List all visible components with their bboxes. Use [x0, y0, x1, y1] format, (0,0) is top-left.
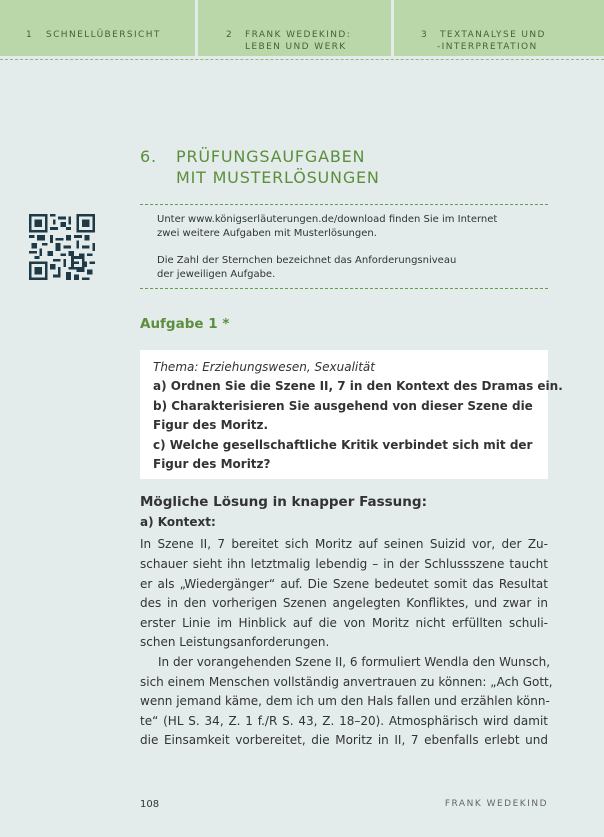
solution-subheading: a) Kontext:	[140, 515, 216, 529]
body-line: die Einsamkeit vorbereitet, die Moritz in II, 7 ebenfalls erlebt und	[140, 733, 548, 747]
tab-textanalyse[interactable]	[394, 0, 604, 56]
body-line: er als „Wiedergänger“ auf. Die Szene bedeutet somit das Resultat	[140, 577, 548, 591]
tab-label-line2: LEBEN UND WERK	[245, 42, 347, 52]
tab-number: 3	[421, 30, 429, 40]
page-number: 108	[140, 799, 160, 810]
task-line: Figur des Moritz.	[153, 418, 269, 432]
body-line: In Szene II, 7 bereitet sich Moritz auf seinen Suizid vor, der Zu-	[140, 537, 548, 551]
body-line: te“ (HL S. 34, Z. 1 f./R S. 43, Z. 18–20). Atmosphärisch wird damit	[140, 714, 548, 728]
task-box	[140, 350, 563, 479]
task-theme: Thema: Erziehungswesen, Sexualität	[153, 360, 375, 374]
tab-label: SCHNELLÜBERSICHT	[46, 30, 161, 40]
task-line: b) Charakterisieren Sie ausgehend von dieser Szene die	[153, 399, 533, 413]
body-line: des in den vorherigen Szenen angelegten Konfliktes, und zwar in	[140, 596, 548, 610]
body-line: In der vorangehenden Szene II, 6 formuliert Wendla den Wunsch,	[158, 655, 551, 669]
body-line: wenn jemand käme, dem ich um den Hals fallen und erzählen könn-	[140, 694, 550, 708]
tab-schnelluebersicht[interactable]	[0, 0, 195, 56]
info-line-3: Die Zahl der Sternchen bezeichnet das Anforderungsniveau	[157, 255, 457, 266]
divider-bottom	[140, 288, 548, 289]
task-heading: Aufgabe 1 *	[140, 316, 230, 332]
qr-code-icon[interactable]	[29, 214, 95, 280]
solution-heading: Mögliche Lösung in knapper Fassung:	[140, 494, 427, 510]
header-divider	[0, 59, 604, 60]
body-line: sich einem Menschen vollständig anvertrauen zu können: „Ach Gott,	[140, 675, 553, 689]
chapter-number: 6.	[140, 147, 157, 166]
info-line-4: der jeweiligen Aufgabe.	[157, 269, 276, 280]
task-line: c) Welche gesellschaftliche Kritik verbindet sich mit der	[153, 438, 533, 452]
divider-top	[140, 204, 548, 205]
tab-number: 1	[26, 30, 34, 40]
tab-number: 2	[226, 30, 234, 40]
chapter-title-line2: MIT MUSTERLÖSUNGEN	[176, 168, 380, 187]
tab-label-line1: TEXTANALYSE UND	[440, 30, 546, 40]
tab-label-line1: FRANK WEDEKIND:	[245, 30, 352, 40]
tab-label-line2: -INTERPRETATION	[437, 42, 538, 52]
chapter-title-line1: PRÜFUNGSAUFGABEN	[176, 147, 366, 166]
tab-leben-und-werk[interactable]	[198, 0, 391, 56]
body-line: schauer sieht ihn letztmalig lebendig – in der Schlussszene taucht	[140, 557, 548, 571]
info-line-2: zwei weitere Aufgaben mit Musterlösungen.	[157, 228, 377, 239]
info-line-1: Unter www.königserläuterungen.de/download finden Sie im Internet	[157, 214, 498, 225]
task-line: Figur des Moritz?	[153, 457, 271, 471]
body-line: schen Leistungsanforderungen.	[140, 635, 330, 649]
book-title: FRANK WEDEKIND	[444, 799, 548, 809]
chapter-navigation	[0, 0, 604, 60]
body-line: erster Linie im Hinblick auf die von Moritz nicht erfüllten schuli-	[140, 616, 548, 630]
task-line: a) Ordnen Sie die Szene II, 7 in den Kontext des Dramas ein.	[153, 379, 563, 393]
